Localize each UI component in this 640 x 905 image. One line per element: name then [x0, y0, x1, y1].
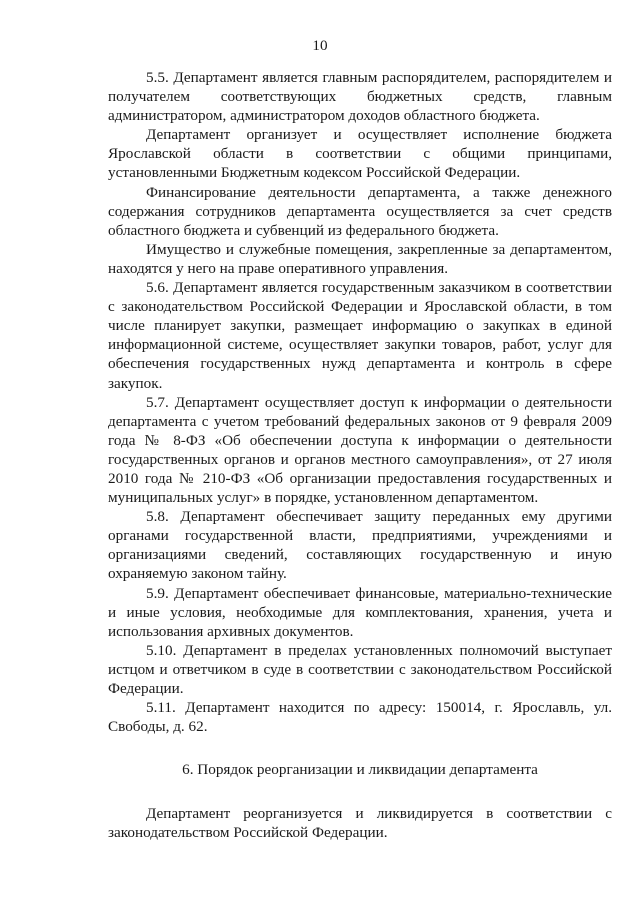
document-body — [108, 68, 612, 843]
section-6-heading: 6. Порядок реорганизации и ликвидации департамента — [182, 761, 538, 779]
paragraph-5-5: 5.5. Департамент является главным распорядителем, распорядителем и получателем соответствующих бюджетных средств, главным администратором, администратором доходов областного бюджета. — [108, 69, 612, 125]
paragraph-5-8: 5.8. Департамент обеспечивает защиту переданных ему другими органами государственной власти, предприятиями, учреждениями и организациями сведений, составляющих государственную и иную охраняемую законом тайну. — [108, 508, 612, 583]
paragraph-property: Имущество и служебные помещения, закрепленные за департаментом, находятся у него на праве оперативного управления. — [108, 240, 612, 277]
paragraph-5-7: 5.7. Департамент осуществляет доступ к информации о деятельности департамента с учетом требований федеральных законов от 9 февраля 2009 года № 8-ФЗ «Об обеспечении доступа к информации о деятельности государственных органов и органов местного самоуправления», от 27 июля 2010 года № 210-ФЗ «Об организации предоставления государственных и муниципальных услуг» в порядке, установленном департаментом. — [108, 393, 612, 507]
paragraph-5-10: 5.10. Департамент в пределах установленных полномочий выступает истцом и ответчиком в суде в соответствии с законодательством Российской Федерации. — [108, 641, 612, 697]
paragraph-5-11: 5.11. Департамент находится по адресу: 150014, г. Ярославль, ул. Свободы, д. 62. — [108, 699, 612, 736]
paragraph-budget-execution: Департамент организует и осуществляет исполнение бюджета Ярославской области в соответствии с общими принципами, установленными Бюджетным кодексом Российской Федерации. — [108, 126, 612, 182]
paragraph-5-6: 5.6. Департамент является государственным заказчиком в соответствии с законодательством Российской Федерации и Ярославской области, в том числе планирует закупки, размещает информацию о закупках в единой информационной системе, осуществляет закупки товаров, работ, услуг для обеспечения государственных нужд департамента и контроль в сфере закупок. — [108, 279, 612, 392]
paragraph-5-9: 5.9. Департамент обеспечивает финансовые, материально-технические и иные условия, необходимые для комплектования, хранения, учета и использования архивных документов. — [108, 584, 612, 640]
paragraph-financing: Финансирование деятельности департамента, а также денежного содержания сотрудников департамента осуществляется за счет средств областного бюджета и субвенций из федерального бюджета. — [108, 183, 612, 239]
paragraph-6-reorganization: Департамент реорганизуется и ликвидируется в соответствии с законодательством Российской Федерации. — [108, 805, 612, 842]
page-number: 10 — [312, 37, 328, 54]
